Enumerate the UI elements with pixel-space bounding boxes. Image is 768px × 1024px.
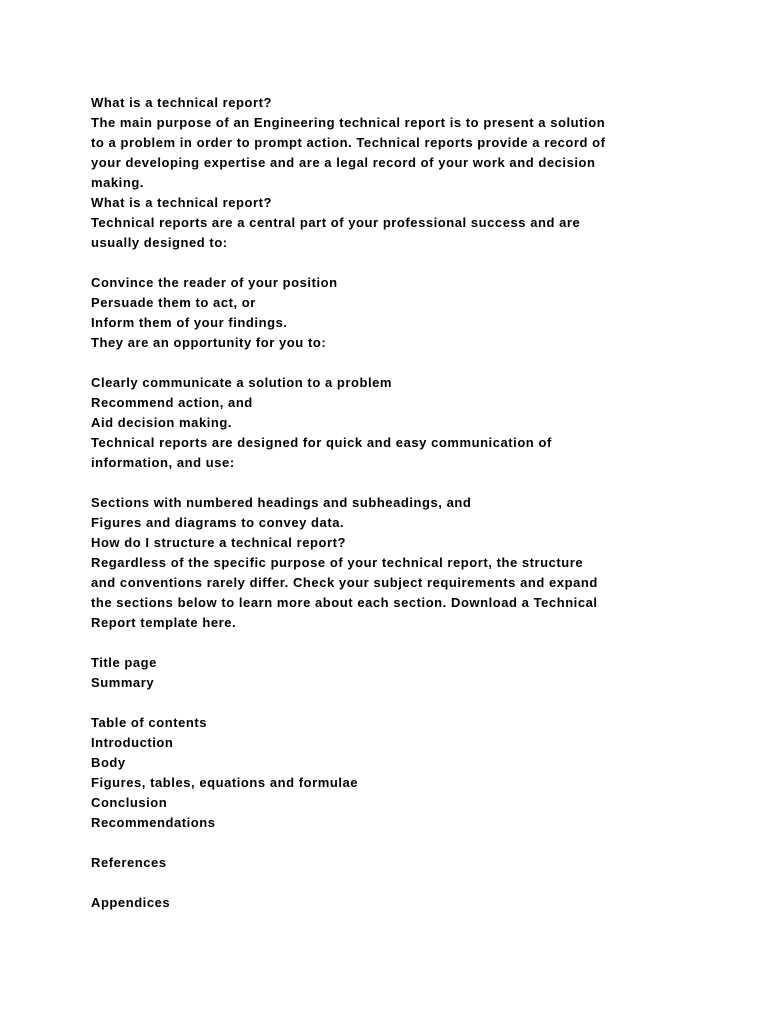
paragraph-line: They are an opportunity for you to: <box>91 335 327 350</box>
section-item-title-page: Title page <box>91 655 157 670</box>
heading-what-is-technical-report: What is a technical report? <box>91 95 272 110</box>
heading-what-is-technical-report: What is a technical report? <box>91 195 272 210</box>
list-item: Convince the reader of your position <box>91 275 338 290</box>
section-item-appendices: Appendices <box>91 895 171 910</box>
paragraph-line: making. <box>91 175 144 190</box>
section-item-introduction: Introduction <box>91 735 174 750</box>
paragraph-line: the sections below to learn more about each section. Download a Technical <box>91 595 598 610</box>
paragraph-line: and conventions rarely differ. Check your subject requirements and expand <box>91 575 598 590</box>
list-item: Persuade them to act, or <box>91 295 256 310</box>
paragraph-line: Report template here. <box>91 615 237 630</box>
section-item-conclusion: Conclusion <box>91 795 168 810</box>
paragraph-line: information, and use: <box>91 455 235 470</box>
paragraph-line: usually designed to: <box>91 235 228 250</box>
paragraph-line: Technical reports are a central part of your professional success and are <box>91 215 581 230</box>
section-item-summary: Summary <box>91 675 155 690</box>
section-item-figures-tables: Figures, tables, equations and formulae <box>91 775 359 790</box>
section-item-body: Body <box>91 755 126 770</box>
paragraph-line: Regardless of the specific purpose of your technical report, the structure <box>91 555 584 570</box>
paragraph-line: your developing expertise and are a legal record of your work and decision <box>91 155 596 170</box>
list-item: Clearly communicate a solution to a problem <box>91 375 393 390</box>
section-item-recommendations: Recommendations <box>91 815 216 830</box>
paragraph-line: Technical reports are designed for quick and easy communication of <box>91 435 552 450</box>
list-item: Figures and diagrams to convey data. <box>91 515 345 530</box>
list-item: Recommend action, and <box>91 395 253 410</box>
heading-structure: How do I structure a technical report? <box>91 535 346 550</box>
paragraph-line: The main purpose of an Engineering technical report is to present a solution <box>91 115 606 130</box>
section-item-references: References <box>91 855 167 870</box>
list-item: Aid decision making. <box>91 415 233 430</box>
list-item: Sections with numbered headings and subheadings, and <box>91 495 472 510</box>
section-item-table-of-contents: Table of contents <box>91 715 208 730</box>
paragraph-line: to a problem in order to prompt action. Technical reports provide a record of <box>91 135 606 150</box>
list-item: Inform them of your findings. <box>91 315 288 330</box>
